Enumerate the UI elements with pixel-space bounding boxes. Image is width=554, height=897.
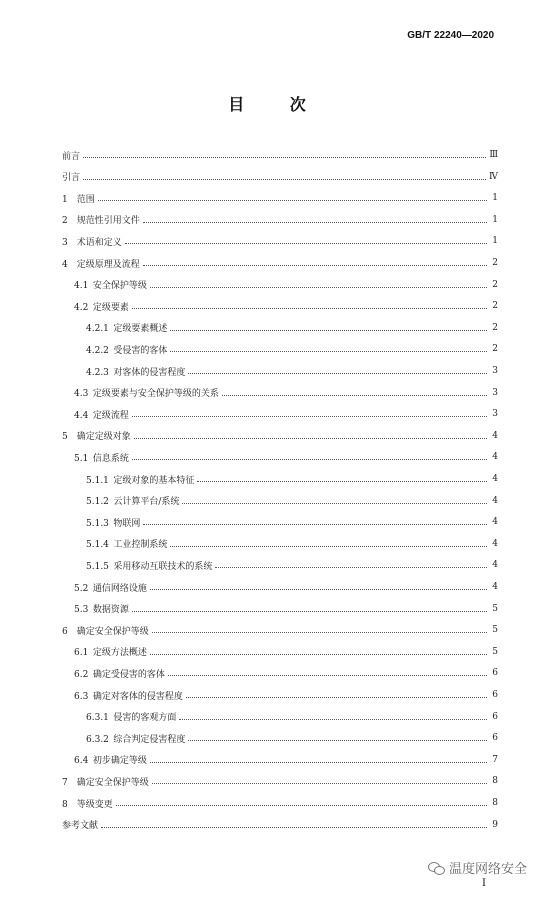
toc-entry[interactable] [86, 472, 498, 486]
toc-entry-label: 8 等级变更 [62, 799, 113, 810]
toc-leader-dots [152, 782, 487, 784]
toc-leader-dots [150, 588, 487, 590]
toc-entry-label: 6.3.1 侵害的客观方面 [86, 713, 177, 724]
toc-page-number: 3 [492, 409, 498, 420]
toc-leader-dots [170, 350, 487, 352]
toc-entry-label: 4.4 定级流程 [74, 410, 129, 421]
toc-entry-label: 4.3 定级要素与安全保护等级的关系 [74, 389, 219, 400]
toc-leader-dots [168, 674, 487, 676]
toc-leader-dots [150, 286, 487, 288]
toc-page-number: Ⅳ [489, 171, 498, 182]
toc-page-number: 2 [492, 279, 498, 290]
toc-entry-label: 1 范围 [62, 194, 95, 205]
toc-page-number: 1 [492, 214, 498, 225]
toc-leader-dots [150, 761, 487, 763]
toc-page-number: 6 [492, 690, 498, 700]
toc-entry[interactable] [62, 774, 498, 788]
toc-page-number: 2 [492, 344, 498, 355]
toc-page-number: 2 [492, 322, 498, 333]
toc-page-number: 4 [492, 430, 498, 441]
toc-leader-dots [143, 523, 487, 525]
toc-entry[interactable] [74, 386, 498, 400]
toc-page-number: 6 [492, 733, 498, 744]
toc-entry[interactable] [62, 148, 498, 162]
toc-entry-label: 7 确定安全保护等级 [62, 777, 149, 788]
toc-entry[interactable] [74, 278, 498, 292]
toc-entry[interactable] [62, 623, 498, 637]
toc-entry[interactable] [86, 731, 498, 745]
toc-entry[interactable] [62, 213, 498, 227]
toc-entry-label: 4.2.3 对客体的侵害程度 [86, 367, 186, 378]
toc-leader-dots [182, 502, 487, 504]
page-number: Ⅰ [482, 878, 486, 889]
toc-leader-dots [197, 480, 487, 482]
toc-page-number: 1 [492, 236, 498, 247]
toc-entry[interactable] [62, 191, 498, 205]
toc-leader-dots [215, 566, 487, 568]
toc-entry[interactable] [86, 494, 498, 508]
toc-entry[interactable] [86, 342, 498, 356]
toc-entry-label: 6.4 初步确定等级 [74, 756, 147, 767]
toc-page-number: 7 [492, 754, 498, 765]
toc-entry-label: 5.1.3 物联网 [86, 518, 141, 529]
toc-entry-label: 5.1.2 云计算平台/系统 [86, 497, 180, 508]
toc-leader-dots [170, 329, 487, 331]
toc-entry[interactable] [86, 558, 498, 572]
toc-entry[interactable] [74, 407, 498, 421]
toc-entry-label: 2 规范性引用文件 [62, 216, 140, 227]
toc-page-number: 4 [492, 517, 498, 528]
toc-page-number: 4 [492, 560, 498, 571]
toc-entry[interactable] [62, 170, 498, 184]
toc-entry-label: 5.1.4 工业控制系统 [86, 540, 168, 551]
toc-entry[interactable] [62, 429, 498, 443]
toc-page-number: 5 [492, 603, 498, 614]
toc-entry[interactable] [74, 666, 498, 680]
toc-leader-dots [132, 307, 487, 309]
toc-entry-label: 5.2 通信网络设施 [74, 583, 147, 594]
toc-entry-label: 6.3.2 综合判定侵害程度 [86, 734, 186, 745]
toc-leader-dots [101, 826, 487, 828]
toc-entry-label: 6.1 定级方法概述 [74, 648, 147, 659]
toc-page-number: 6 [492, 668, 498, 679]
toc-entry[interactable] [86, 537, 498, 551]
toc-entry-label: 3 术语和定义 [62, 237, 122, 248]
toc-entry-label: 6.3 确定对客体的侵害程度 [74, 691, 183, 702]
toc-page-number: 6 [492, 711, 498, 722]
toc-entry-label: 5 确定定级对象 [62, 432, 131, 443]
toc-entry-label: 4.2.1 定级要素概述 [86, 324, 168, 335]
toc-page-number: 1 [492, 193, 498, 204]
toc-entry-label: 5.1.5 采用移动互联技术的系统 [86, 561, 213, 572]
toc-entry-label: 5.3 数据资源 [74, 605, 129, 616]
toc-page-number: 3 [492, 387, 498, 398]
wechat-icon [428, 861, 444, 875]
toc-leader-dots [143, 221, 487, 223]
toc-page-number: 4 [492, 474, 498, 484]
toc-entry[interactable] [62, 256, 498, 270]
toc-entry-label: 6.2 确定受侵害的客体 [74, 669, 165, 680]
toc-leader-dots [134, 437, 487, 439]
toc-entry[interactable] [86, 364, 498, 378]
toc-entry[interactable] [74, 688, 498, 702]
toc-entry[interactable] [74, 450, 498, 464]
toc-entry-label: 4 定级原理及流程 [62, 259, 140, 270]
toc-page-number: 2 [492, 301, 498, 312]
toc-entry-label: 前言 [62, 151, 81, 162]
page-title: 目 次 [228, 95, 326, 114]
toc-leader-dots [150, 653, 487, 655]
toc-entry-label: 5.1 信息系统 [74, 453, 129, 464]
watermark-text: 温度网络安全 [449, 862, 528, 877]
toc-leader-dots [152, 631, 487, 633]
toc-entry[interactable] [86, 515, 498, 529]
toc-page-number: Ⅲ [489, 150, 498, 160]
toc-entry[interactable] [74, 602, 498, 616]
toc-entry-label: 参考文献 [62, 821, 99, 832]
toc-entry[interactable] [62, 796, 498, 810]
toc-page-number: 4 [492, 452, 498, 463]
toc-entry[interactable] [74, 580, 498, 594]
toc-entry[interactable] [86, 710, 498, 724]
toc-page-number: 5 [492, 625, 498, 636]
toc-leader-dots [132, 458, 487, 460]
toc-leader-dots [188, 739, 487, 741]
toc-page-number: 3 [492, 366, 498, 376]
toc-leader-dots [179, 718, 487, 720]
toc-page-number: 5 [492, 646, 498, 657]
toc-page-number: 4 [492, 582, 498, 592]
toc-page-number: 4 [492, 538, 498, 549]
toc-entry-label: 4.1 安全保护等级 [74, 281, 147, 292]
toc-leader-dots [125, 242, 487, 244]
toc-leader-dots [186, 696, 487, 698]
toc-entry[interactable] [74, 299, 498, 313]
toc-leader-dots [116, 804, 487, 806]
toc-leader-dots [222, 394, 487, 396]
toc-page-number: 8 [492, 776, 498, 787]
toc-entry[interactable] [74, 753, 498, 767]
toc-entry[interactable] [86, 321, 498, 335]
toc-page-number: 4 [492, 495, 498, 506]
toc-leader-dots [98, 199, 487, 201]
toc-page-number: 2 [492, 258, 498, 268]
toc-entry[interactable] [62, 818, 498, 832]
standard-code: GB/T 22240—2020 [407, 30, 494, 41]
toc-entry-label: 4.2 定级要素 [74, 302, 129, 313]
toc-leader-dots [132, 415, 487, 417]
toc-leader-dots [83, 156, 486, 158]
toc-leader-dots [132, 610, 487, 612]
toc-leader-dots [83, 178, 486, 180]
toc-entry-label: 4.2.2 受侵害的客体 [86, 345, 168, 356]
toc-entry[interactable] [62, 234, 498, 248]
watermark [428, 858, 527, 877]
toc-leader-dots [143, 264, 487, 266]
toc-entry-label: 5.1.1 定级对象的基本特征 [86, 475, 195, 486]
toc-leader-dots [188, 372, 487, 374]
toc-page-number: 9 [492, 819, 498, 830]
toc-entry-label: 6 确定安全保护等级 [62, 626, 149, 637]
toc-leader-dots [170, 545, 487, 547]
toc-entry[interactable] [74, 645, 498, 659]
toc-page-number: 8 [492, 798, 498, 808]
toc-entry-label: 引言 [62, 173, 81, 184]
